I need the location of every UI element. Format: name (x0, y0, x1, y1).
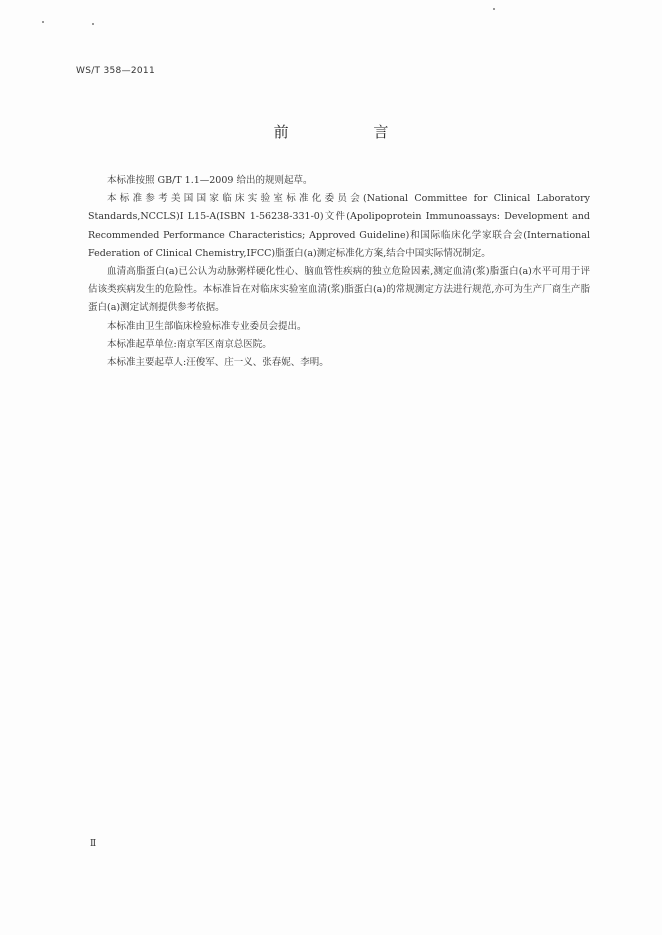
paragraph-purpose: 血清高脂蛋白(a)已公认为动脉粥样硬化性心、脑血管性疾病的独立危险因素,测定血清(浆)脂蛋白(a)水平可用于评估该类疾病发生的危险性。本标准旨在对临床实验室血清(浆)脂蛋白(a)的常规测定方法进行规范,亦可为生产厂商生产脂蛋白(a)测定试剂提供参考依据。 (88, 266, 590, 314)
paragraph-drafting-rules: 本标准按照 GB/T 1.1—2009 给出的规则起草。 (107, 175, 313, 186)
paragraph-drafting-unit: 本标准起草单位:南京军区南京总医院。 (107, 338, 272, 350)
standard-code: WS/T 358—2011 (76, 66, 155, 76)
page-title: 前 言 (273, 123, 429, 141)
page-number: Ⅱ (90, 839, 97, 849)
paragraph-proposer: 本标准由卫生部临床检验标准专业委员会提出。 (107, 320, 307, 332)
paragraph-references: 本标准参考美国国家临床实验室标准化委员会(National Committee for Clinical Laboratory Standards,NCCLS)I L15-A(ISBN 1-56238-331-0)文件(Apolipoprotein Immunoassays: Development and Recommended Performance Characteristics; Approved Guideline)和国际临床化学家联合会(International Federation of Clinical Chemistry,IFCC)脂蛋白(a)测定标准化方案,结合中国实际情况制定。 (88, 193, 590, 259)
scan-speck (42, 21, 44, 23)
paragraph-drafters: 本标准主要起草人:汪俊军、庄一义、张春妮、李明。 (107, 357, 329, 369)
foreword-body (88, 172, 590, 372)
scan-speck (92, 23, 94, 25)
scan-speck (493, 8, 495, 10)
